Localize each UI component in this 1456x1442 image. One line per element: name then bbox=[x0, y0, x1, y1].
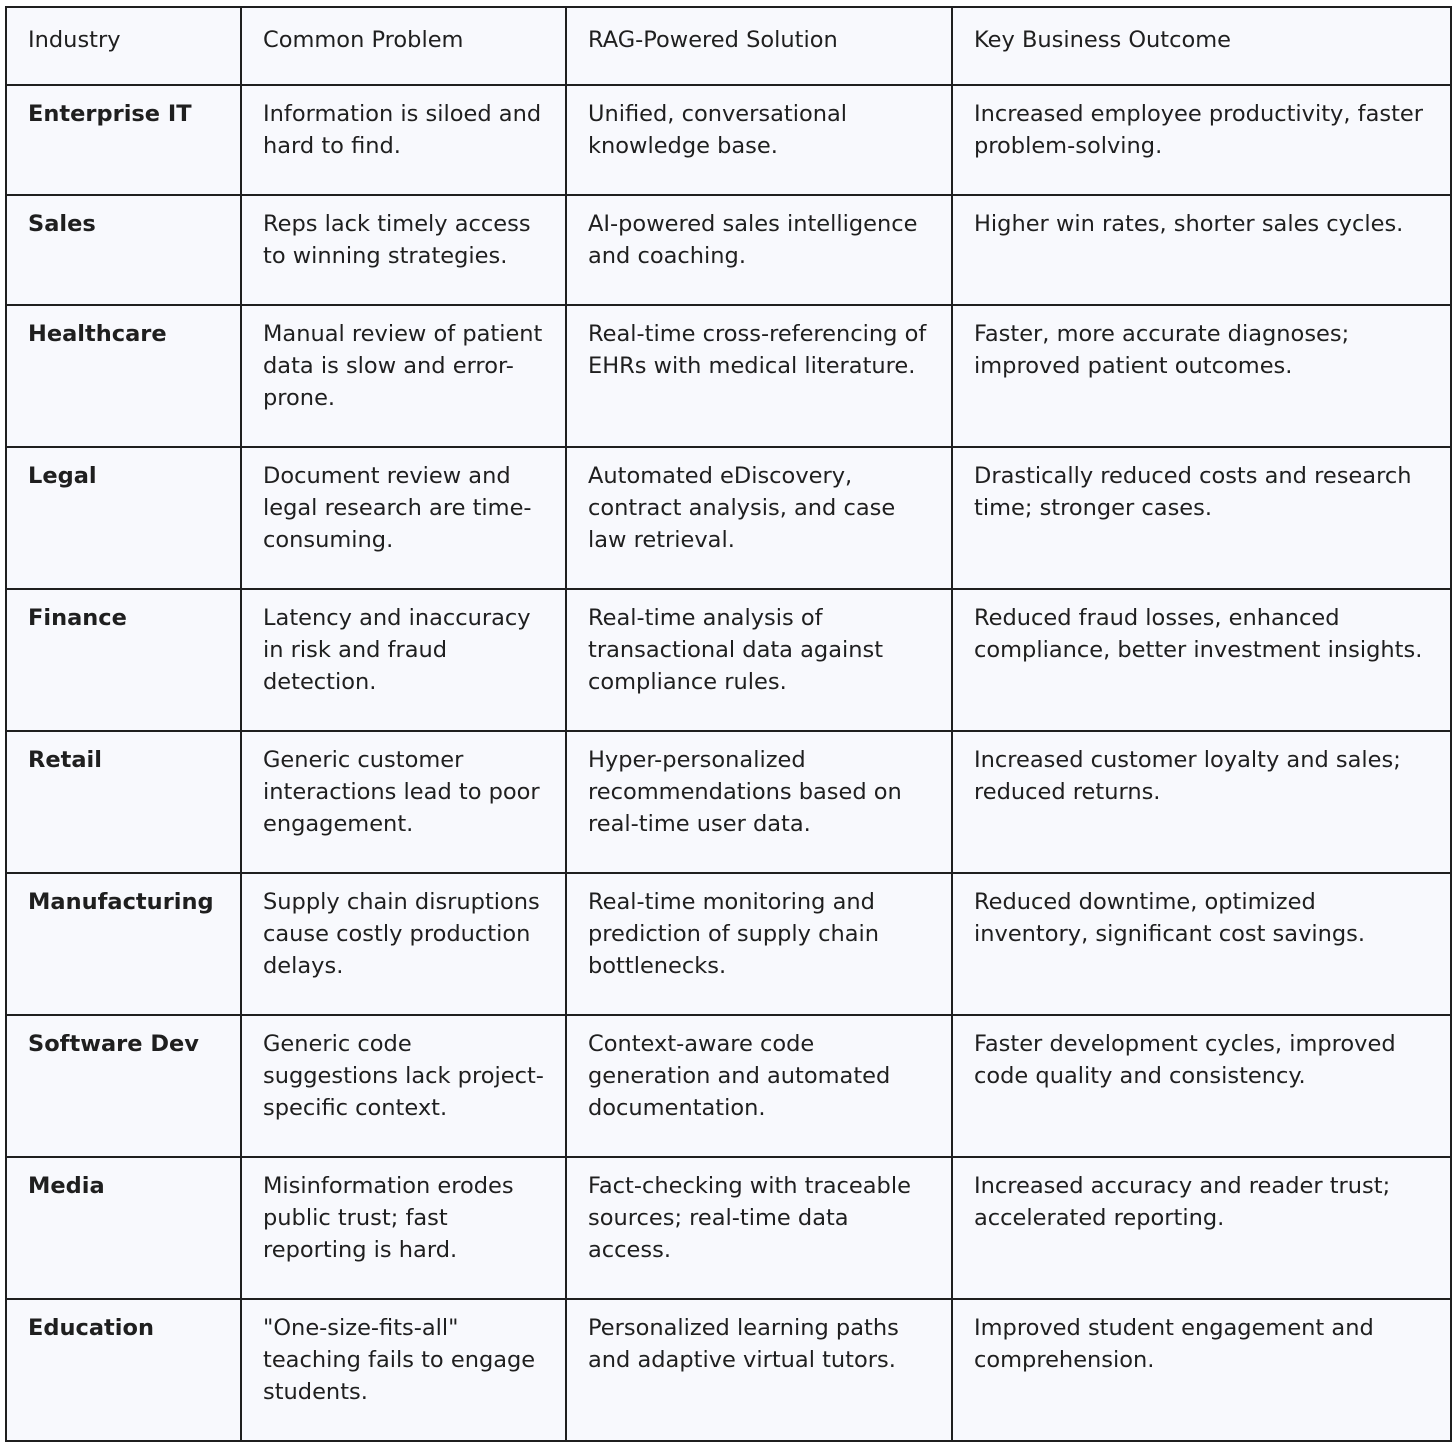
outcome-cell: Faster, more accurate diagnoses; improved patient outcomes. bbox=[952, 305, 1451, 447]
solution-cell: Context-aware code generation and automated documentation. bbox=[566, 1015, 952, 1157]
table-row bbox=[6, 195, 1451, 305]
problem-cell: Latency and inaccuracy in risk and fraud detection. bbox=[241, 589, 566, 731]
problem-cell: Generic code suggestions lack project-specific context. bbox=[241, 1015, 566, 1157]
industry-cell: Retail bbox=[6, 731, 241, 873]
header-common-problem: Common Problem bbox=[241, 7, 566, 85]
industry-cell: Legal bbox=[6, 447, 241, 589]
problem-cell: Misinformation erodes public trust; fast reporting is hard. bbox=[241, 1157, 566, 1299]
industry-cell: Media bbox=[6, 1157, 241, 1299]
industry-cell: Finance bbox=[6, 589, 241, 731]
header-rag-solution: RAG-Powered Solution bbox=[566, 7, 952, 85]
industry-cell: Manufacturing bbox=[6, 873, 241, 1015]
solution-cell: Fact-checking with traceable sources; real-time data access. bbox=[566, 1157, 952, 1299]
solution-cell: Real-time monitoring and prediction of supply chain bottlenecks. bbox=[566, 873, 952, 1015]
industry-rag-table bbox=[5, 6, 1452, 1442]
problem-cell: Document review and legal research are time-consuming. bbox=[241, 447, 566, 589]
problem-cell: Reps lack timely access to winning strategies. bbox=[241, 195, 566, 305]
table-row bbox=[6, 731, 1451, 873]
outcome-cell: Drastically reduced costs and research time; stronger cases. bbox=[952, 447, 1451, 589]
problem-cell: Information is siloed and hard to find. bbox=[241, 85, 566, 195]
industry-cell: Sales bbox=[6, 195, 241, 305]
solution-cell: Automated eDiscovery, contract analysis, and case law retrieval. bbox=[566, 447, 952, 589]
table-row bbox=[6, 1015, 1451, 1157]
table-row bbox=[6, 873, 1451, 1015]
outcome-cell: Reduced downtime, optimized inventory, significant cost savings. bbox=[952, 873, 1451, 1015]
outcome-cell: Reduced fraud losses, enhanced compliance, better investment insights. bbox=[952, 589, 1451, 731]
industry-cell: Software Dev bbox=[6, 1015, 241, 1157]
outcome-cell: Increased employee productivity, faster problem-solving. bbox=[952, 85, 1451, 195]
solution-cell: Real-time analysis of transactional data against compliance rules. bbox=[566, 589, 952, 731]
problem-cell: Generic customer interactions lead to poor engagement. bbox=[241, 731, 566, 873]
problem-cell: "One-size-fits-all" teaching fails to engage students. bbox=[241, 1299, 566, 1441]
outcome-cell: Faster development cycles, improved code quality and consistency. bbox=[952, 1015, 1451, 1157]
solution-cell: AI-powered sales intelligence and coaching. bbox=[566, 195, 952, 305]
solution-cell: Real-time cross-referencing of EHRs with medical literature. bbox=[566, 305, 952, 447]
header-industry: Industry bbox=[6, 7, 241, 85]
outcome-cell: Improved student engagement and comprehension. bbox=[952, 1299, 1451, 1441]
outcome-cell: Increased customer loyalty and sales; reduced returns. bbox=[952, 731, 1451, 873]
solution-cell: Hyper-personalized recommendations based on real-time user data. bbox=[566, 731, 952, 873]
table-row bbox=[6, 447, 1451, 589]
table-row bbox=[6, 589, 1451, 731]
outcome-cell: Higher win rates, shorter sales cycles. bbox=[952, 195, 1451, 305]
industry-cell: Education bbox=[6, 1299, 241, 1441]
problem-cell: Supply chain disruptions cause costly production delays. bbox=[241, 873, 566, 1015]
table-header-row bbox=[6, 7, 1451, 85]
table-row bbox=[6, 305, 1451, 447]
industry-cell: Healthcare bbox=[6, 305, 241, 447]
header-business-outcome: Key Business Outcome bbox=[952, 7, 1451, 85]
problem-cell: Manual review of patient data is slow and error-prone. bbox=[241, 305, 566, 447]
table-row bbox=[6, 1157, 1451, 1299]
outcome-cell: Increased accuracy and reader trust; accelerated reporting. bbox=[952, 1157, 1451, 1299]
solution-cell: Unified, conversational knowledge base. bbox=[566, 85, 952, 195]
industry-cell: Enterprise IT bbox=[6, 85, 241, 195]
solution-cell: Personalized learning paths and adaptive virtual tutors. bbox=[566, 1299, 952, 1441]
table-row bbox=[6, 85, 1451, 195]
table-row bbox=[6, 1299, 1451, 1441]
